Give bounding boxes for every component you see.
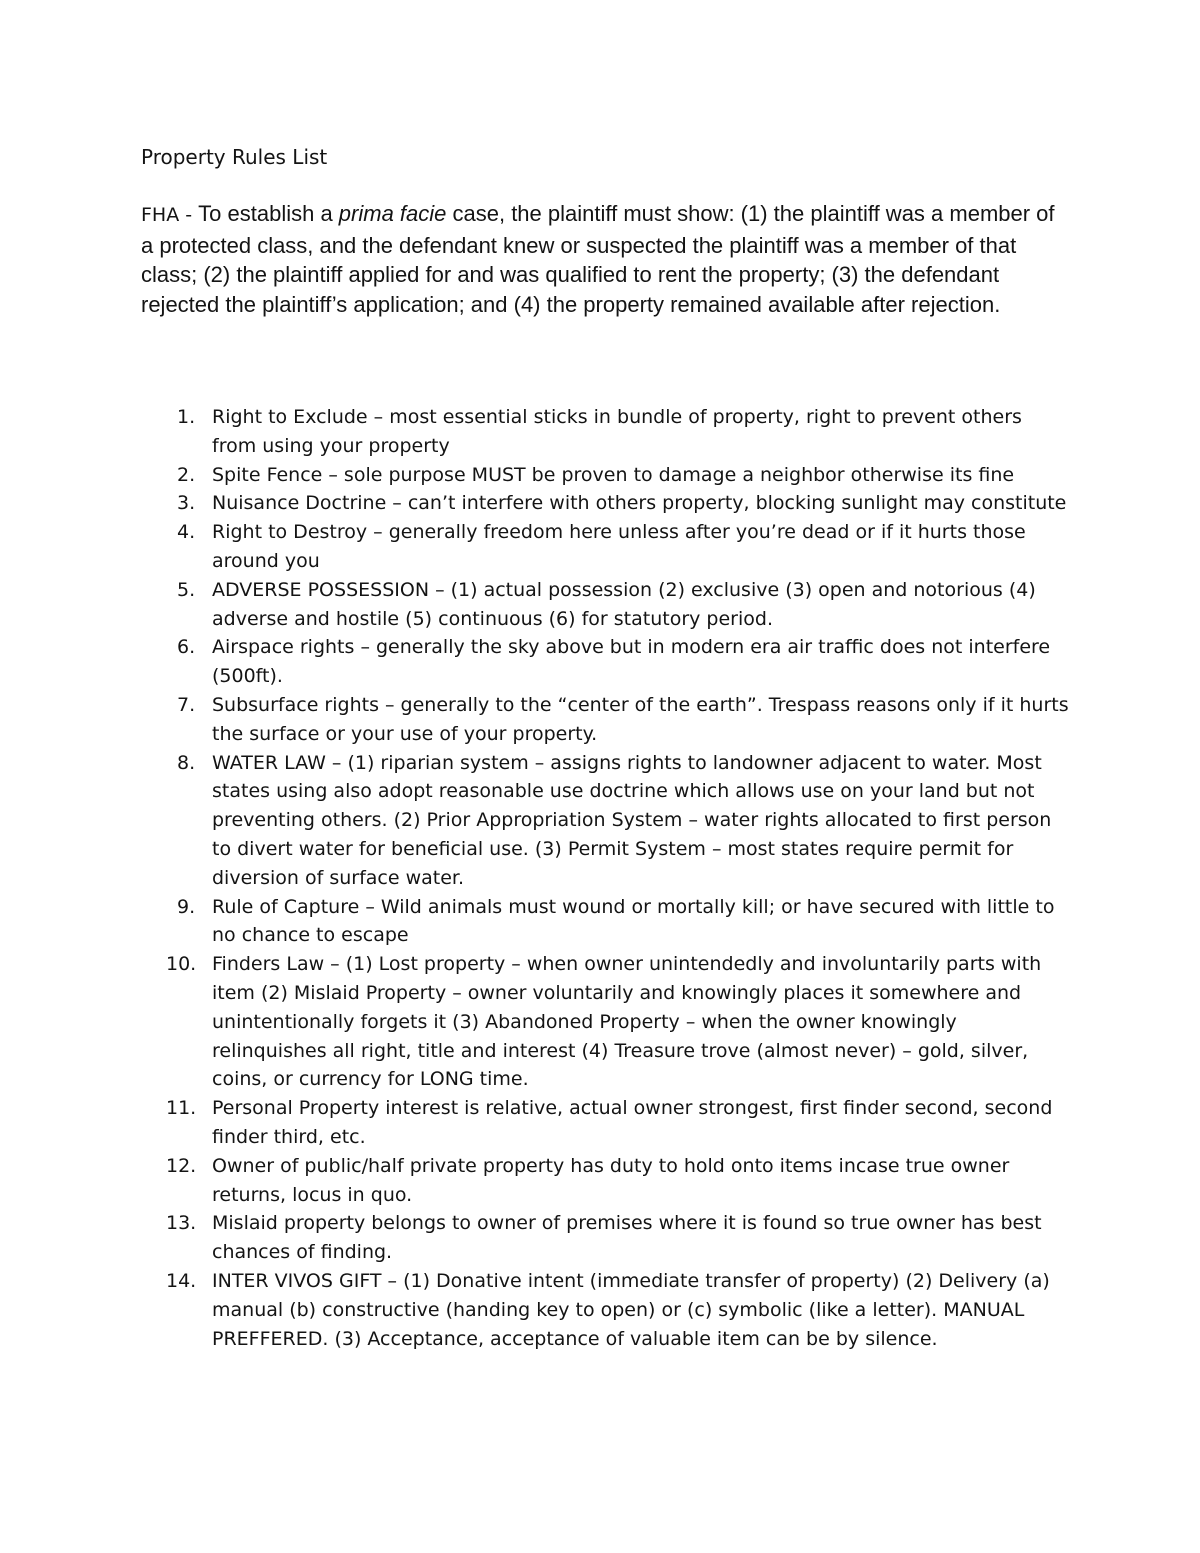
- list-item-number: 10.: [166, 953, 197, 976]
- list-item: [141, 576, 1071, 634]
- list-item-text: Personal Property interest is relative, actual owner strongest, first finder second, second finder third, etc.: [212, 1097, 1053, 1148]
- list-item-number: 1.: [177, 406, 196, 428]
- list-item: [141, 518, 1071, 576]
- list-item: [141, 1209, 1071, 1267]
- list-item: [141, 691, 1071, 749]
- rules-list: [141, 403, 1071, 1353]
- list-item: [141, 403, 1071, 461]
- list-item-number: 8.: [177, 751, 196, 774]
- list-item: [141, 1152, 1071, 1210]
- list-item-text: INTER VIVOS GIFT – (1) Donative intent (immediate transfer of property) (2) Delivery (a) manual (b) constructive (handing key to open) or (c) symbolic (like a letter). MANUAL PREFFERED. (3) Acceptance, acceptance of valuable item can be by silence.: [212, 1269, 1050, 1350]
- list-item-text: Right to Destroy – generally freedom here unless after you’re dead or if it hurts those around you: [212, 521, 1026, 572]
- list-item: [141, 749, 1071, 893]
- list-item-number: 9.: [177, 895, 196, 918]
- list-item-text: Rule of Capture – Wild animals must wound or mortally kill; or have secured with little to no chance to escape: [212, 895, 1055, 947]
- fha-text-rest: case, the plaintiff must show: (1) the plaintiff was a member of a protected class, and the defendant knew or suspected the plaintiff was a member of that class; (2) the plaintiff applied for and was qualified to rent the property; (3) the defendant rejected the plaintiff’s application; and (4) the property remained available after rejection.: [141, 201, 1055, 317]
- list-item: [141, 489, 1071, 518]
- fha-prefix: FHA -: [141, 204, 199, 226]
- list-item-text: Subsurface rights – generally to the “center of the earth”. Trespass reasons only if it hurts the surface or your use of your property.: [212, 693, 1069, 745]
- list-item: [141, 950, 1071, 1094]
- list-item-text: Right to Exclude – most essential sticks in bundle of property, right to prevent others from using your property: [212, 406, 1022, 457]
- list-item-number: 14.: [166, 1269, 197, 1292]
- list-item-number: 4.: [177, 521, 196, 544]
- list-item: [141, 461, 1071, 490]
- list-item-number: 7.: [177, 693, 196, 716]
- list-item: [141, 633, 1071, 691]
- list-item: [141, 893, 1071, 951]
- fha-italic-term: prima facie: [338, 201, 447, 226]
- list-item-text: WATER LAW – (1) riparian system – assigns rights to landowner adjacent to water. Most states using also adopt reasonable use doctrine which allows use on your land but not preventing others. (2) Prior Appropriation System – water rights allocated to first person to divert water for beneficial use. (3) Permit System – most states require permit for diversion of surface water.: [212, 751, 1052, 889]
- fha-text-start: To establish a: [198, 201, 339, 226]
- list-item: [141, 1267, 1071, 1353]
- list-item-number: 13.: [166, 1212, 197, 1235]
- list-item-text: Finders Law – (1) Lost property – when owner unintendedly and involuntarily parts with item (2) Mislaid Property – owner voluntarily and knowingly places it somewhere and unintentionally forgets it (3) Abandoned Property – when the owner knowingly relinquishes all right, title and interest (4) Treasure trove (almost never) – gold, silver, coins, or currency for LONG time.: [212, 953, 1042, 1091]
- list-item-text: Mislaid property belongs to owner of premises where it is found so true owner has best chances of finding.: [212, 1212, 1042, 1264]
- list-item: [141, 1094, 1071, 1152]
- list-item-number: 11.: [166, 1097, 197, 1120]
- list-item-text: ADVERSE POSSESSION – (1) actual possession (2) exclusive (3) open and notorious (4) adverse and hostile (5) continuous (6) for statutory period.: [212, 578, 1036, 630]
- fha-paragraph: [141, 199, 1071, 319]
- page-title: Property Rules List: [141, 145, 328, 169]
- list-item-number: 12.: [166, 1154, 197, 1177]
- list-item-text: Spite Fence – sole purpose MUST be proven to damage a neighbor otherwise its fine: [212, 463, 1015, 486]
- list-item-number: 3.: [177, 492, 196, 515]
- list-item-number: 2.: [177, 463, 196, 486]
- list-item-text: Nuisance Doctrine – can’t interfere with others property, blocking sunlight may constitute: [212, 492, 1067, 515]
- list-item-number: 5.: [177, 578, 196, 601]
- list-item-text: Airspace rights – generally the sky above but in modern era air traffic does not interfere (500ft).: [212, 636, 1051, 688]
- list-item-text: Owner of public/half private property has duty to hold onto items incase true owner returns, locus in quo.: [212, 1154, 1010, 1206]
- list-item-number: 6.: [177, 636, 196, 659]
